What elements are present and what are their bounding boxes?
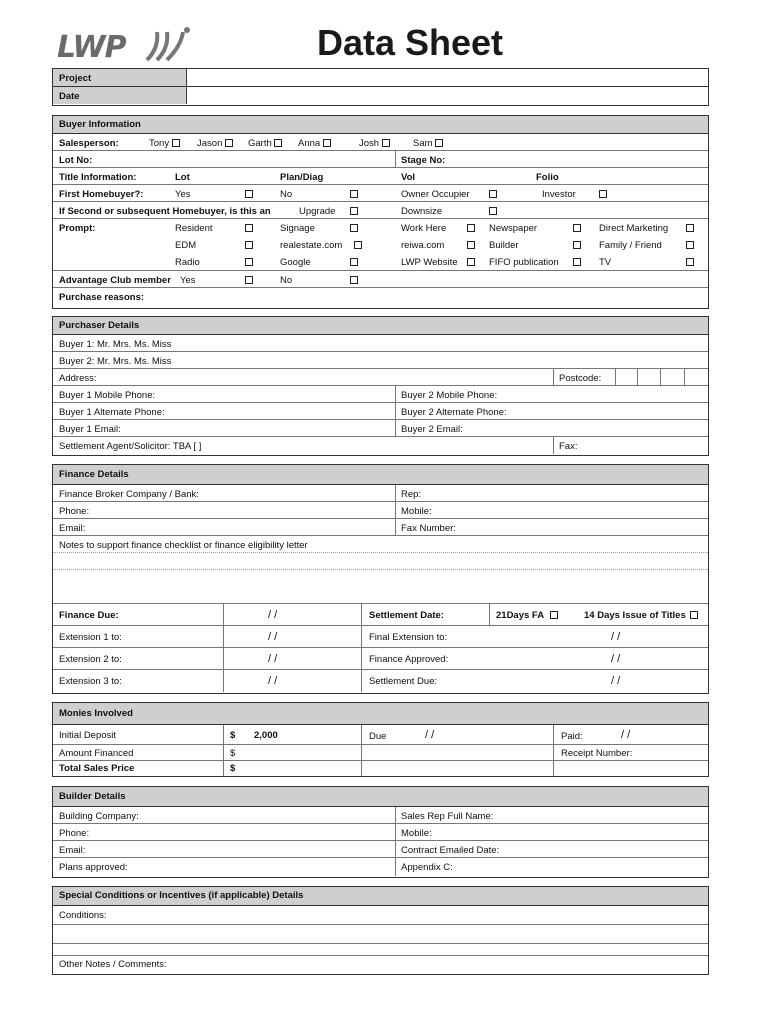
checkbox-icon — [323, 139, 331, 147]
paid-date[interactable]: / / — [621, 729, 631, 741]
buyer1-mobile-label[interactable]: Buyer 1 Mobile Phone: — [59, 390, 156, 401]
postcode-label: Postcode: — [559, 373, 602, 384]
total-sales-price-label: Total Sales Price — [59, 763, 135, 774]
deposit-value[interactable]: 2,000 — [254, 730, 278, 741]
builder-email-label[interactable]: Email: — [59, 845, 86, 856]
final-ext-date[interactable]: / / — [611, 631, 621, 643]
checkbox-icon — [435, 139, 443, 147]
owner-occupier-checkbox[interactable] — [489, 190, 497, 198]
conditions-line[interactable] — [53, 925, 708, 944]
builder-details-section — [52, 786, 709, 878]
investor-checkbox[interactable] — [599, 190, 607, 198]
salesperson-jason[interactable]: Jason — [197, 138, 233, 149]
date-label: Date — [59, 91, 80, 102]
project-label: Project — [59, 73, 92, 84]
rep-label[interactable]: Rep: — [401, 489, 422, 500]
advantage-club-label: Advantage Club member — [59, 275, 171, 286]
monies-involved-section: Monies Involved Initial Deposit $ 2,000 Due / / Paid: / / Amount Financed $ Receipt Number: Total Sales Price $ — [52, 702, 709, 777]
work-here-checkbox[interactable] — [467, 224, 475, 232]
newspaper-checkbox[interactable] — [573, 224, 581, 232]
salesperson-garth[interactable]: Garth — [248, 138, 282, 149]
finance-heading: Finance Details — [53, 465, 708, 485]
downsize-checkbox[interactable] — [489, 207, 497, 215]
special-heading: Special Conditions or Incentives (if applicable) Details — [53, 887, 708, 906]
ext3-label: Extension 3 to: — [59, 676, 122, 687]
buyer2-alt-label[interactable]: Buyer 2 Alternate Phone: — [401, 407, 507, 418]
prompt-label: Prompt: — [59, 223, 96, 234]
finance-details-section — [52, 464, 709, 694]
buyer1-email-label[interactable]: Buyer 1 Email: — [59, 424, 121, 435]
lwp-website-checkbox[interactable] — [467, 258, 475, 266]
amount-financed-label: Amount Financed — [59, 748, 134, 759]
resident-checkbox[interactable] — [245, 224, 253, 232]
title-info-label: Title Information: — [59, 172, 137, 183]
signage-checkbox[interactable] — [350, 224, 358, 232]
notes-line[interactable] — [53, 553, 708, 570]
contract-emailed-label[interactable]: Contract Emailed Date: — [401, 845, 500, 856]
building-company-label[interactable]: Building Company: — [59, 811, 139, 822]
project-table — [52, 68, 709, 106]
first-no-checkbox[interactable] — [350, 190, 358, 198]
checkbox-icon — [172, 139, 180, 147]
issue14-checkbox[interactable] — [690, 611, 698, 619]
family-friend-checkbox[interactable] — [686, 241, 694, 249]
settlement-due-date[interactable]: / / — [611, 675, 621, 687]
lwp-logo — [57, 24, 192, 66]
finance-fax-label[interactable]: Fax Number: — [401, 523, 456, 534]
page-title: Data Sheet — [316, 22, 504, 63]
ext1-date[interactable]: / / — [268, 631, 278, 643]
tv-checkbox[interactable] — [686, 258, 694, 266]
radio-checkbox[interactable] — [245, 258, 253, 266]
due-date[interactable]: / / — [425, 729, 435, 741]
ext2-date[interactable]: / / — [268, 653, 278, 665]
salesperson-label: Salesperson: — [59, 138, 119, 149]
logo-swoosh-icon — [143, 26, 193, 64]
buyer2-label[interactable]: Buyer 2: Mr. Mrs. Ms. Miss — [59, 356, 172, 367]
second-buyer-label: If Second or subsequent Homebuyer, is this an — [59, 206, 271, 217]
fa21-label: 21Days FA — [496, 610, 545, 621]
issue14-label: 14 Days Issue of Titles — [584, 610, 686, 621]
plans-approved-label[interactable]: Plans approved: — [59, 862, 128, 873]
purchaser-heading: Purchaser Details — [53, 317, 708, 335]
upgrade-checkbox[interactable] — [350, 207, 358, 215]
builder-checkbox[interactable] — [573, 241, 581, 249]
buyer2-email-label[interactable]: Buyer 2 Email: — [401, 424, 463, 435]
stage-no-label: Stage No: — [401, 155, 446, 166]
monies-heading: Monies Involved — [53, 703, 708, 725]
logo-text: LWP — [57, 30, 126, 65]
salesperson-josh[interactable]: Josh — [359, 138, 390, 149]
notes-line[interactable] — [53, 570, 708, 604]
google-checkbox[interactable] — [350, 258, 358, 266]
vol-label: Vol — [401, 172, 416, 183]
buyer-information-section: Buyer Information Salesperson: Tony Jason Garth Anna Josh Sam Lot No: Stage No: Title Information: Lot Plan/Diag Vol Folio First Homebuyer?: Yes No Owner Occupier Investor If Second or subsequent Homebuyer, is this an Upgrade Downsize Prompt: Resident Signage Work Here Newspaper Direct Marketing EDM realestate.com reiwa.com Builder Family / Friend Radio Google LWP Website FIFO publication TV Advantage Club member Yes No Purchase reasons: — [52, 115, 709, 309]
plan-diag-label: Plan/Diag — [280, 172, 324, 183]
due-label: Due — [369, 731, 387, 742]
ext2-label: Extension 2 to: — [59, 654, 122, 665]
finance-approved-label: Finance Approved: — [369, 654, 449, 665]
builder-mobile-label[interactable]: Mobile: — [401, 828, 432, 839]
finance-approved-date[interactable]: / / — [611, 653, 621, 665]
final-ext-label: Final Extension to: — [369, 632, 448, 643]
edm-checkbox[interactable] — [245, 241, 253, 249]
buyer-heading: Buyer Information — [53, 116, 708, 134]
finance-notes-label[interactable]: Notes to support finance checklist or finance eligibility letter — [59, 540, 308, 551]
lot-no-label: Lot No: — [59, 155, 93, 166]
ext3-date[interactable]: / / — [268, 675, 278, 687]
other-notes-label[interactable]: Other Notes / Comments: — [59, 959, 167, 970]
realestate-checkbox[interactable] — [354, 241, 362, 249]
advantage-no-checkbox[interactable] — [350, 276, 358, 284]
builder-phone-label[interactable]: Phone: — [59, 828, 90, 839]
amount-financed-field[interactable]: $ — [230, 748, 236, 759]
builder-heading: Builder Details — [53, 787, 708, 807]
first-homebuyer-label: First Homebuyer?: — [59, 189, 144, 200]
project-field[interactable] — [186, 69, 708, 86]
sales-rep-label[interactable]: Sales Rep Full Name: — [401, 811, 494, 822]
fifo-checkbox[interactable] — [573, 258, 581, 266]
settlement-agent-label[interactable]: Settlement Agent/Solicitor: TBA [ ] — [59, 441, 202, 452]
ext1-label: Extension 1 to: — [59, 632, 122, 643]
checkbox-icon — [274, 139, 282, 147]
buyer2-mobile-label[interactable]: Buyer 2 Mobile Phone: — [401, 390, 498, 401]
finance-email-label[interactable]: Email: — [59, 523, 86, 534]
folio-label: Folio — [536, 172, 559, 183]
checkbox-icon — [225, 139, 233, 147]
advantage-yes-checkbox[interactable] — [245, 276, 253, 284]
conditions-line[interactable] — [53, 944, 708, 956]
special-conditions-section — [52, 886, 709, 975]
first-yes-checkbox[interactable] — [245, 190, 253, 198]
salesperson-anna[interactable]: Anna — [298, 138, 331, 149]
finance-phone-label[interactable]: Phone: — [59, 506, 90, 517]
initial-deposit-label: Initial Deposit — [59, 730, 117, 741]
total-sales-price-field[interactable]: $ — [230, 763, 236, 774]
purchaser-fax-label[interactable]: Fax: — [559, 441, 578, 452]
finance-due-date[interactable]: / / — [268, 609, 278, 621]
purchaser-details-section — [52, 316, 709, 456]
finance-due-label: Finance Due: — [59, 610, 119, 621]
salesperson-sam[interactable]: Sam — [413, 138, 443, 149]
salesperson-tony[interactable]: Tony — [149, 138, 180, 149]
buyer1-alt-label[interactable]: Buyer 1 Alternate Phone: — [59, 407, 165, 418]
receipt-number-label[interactable]: Receipt Number: — [561, 748, 633, 759]
conditions-label[interactable]: Conditions: — [59, 910, 107, 921]
prompt-grid: Prompt: Resident Signage Work Here Newspaper Direct Marketing EDM realestate.com reiwa.com Builder Family / Friend Radio Google LWP Website FIFO publication TV — [53, 219, 708, 271]
lot-label: Lot — [175, 172, 190, 183]
paid-label: Paid: — [561, 731, 583, 742]
purchase-reasons-label: Purchase reasons: — [59, 292, 145, 303]
address-label[interactable]: Address: — [59, 373, 97, 384]
appendix-c-label[interactable]: Appendix C: — [401, 862, 453, 873]
checkbox-icon — [382, 139, 390, 147]
settlement-due-label: Settlement Due: — [369, 676, 438, 687]
direct-marketing-checkbox[interactable] — [686, 224, 694, 232]
reiwa-checkbox[interactable] — [467, 241, 475, 249]
settlement-date-label: Settlement Date: — [369, 610, 444, 621]
date-field[interactable] — [186, 87, 708, 104]
buyer1-label[interactable]: Buyer 1: Mr. Mrs. Ms. Miss — [59, 339, 172, 350]
fa21-checkbox[interactable] — [550, 611, 558, 619]
finance-mobile-label[interactable]: Mobile: — [401, 506, 432, 517]
broker-label[interactable]: Finance Broker Company / Bank: — [59, 489, 199, 500]
